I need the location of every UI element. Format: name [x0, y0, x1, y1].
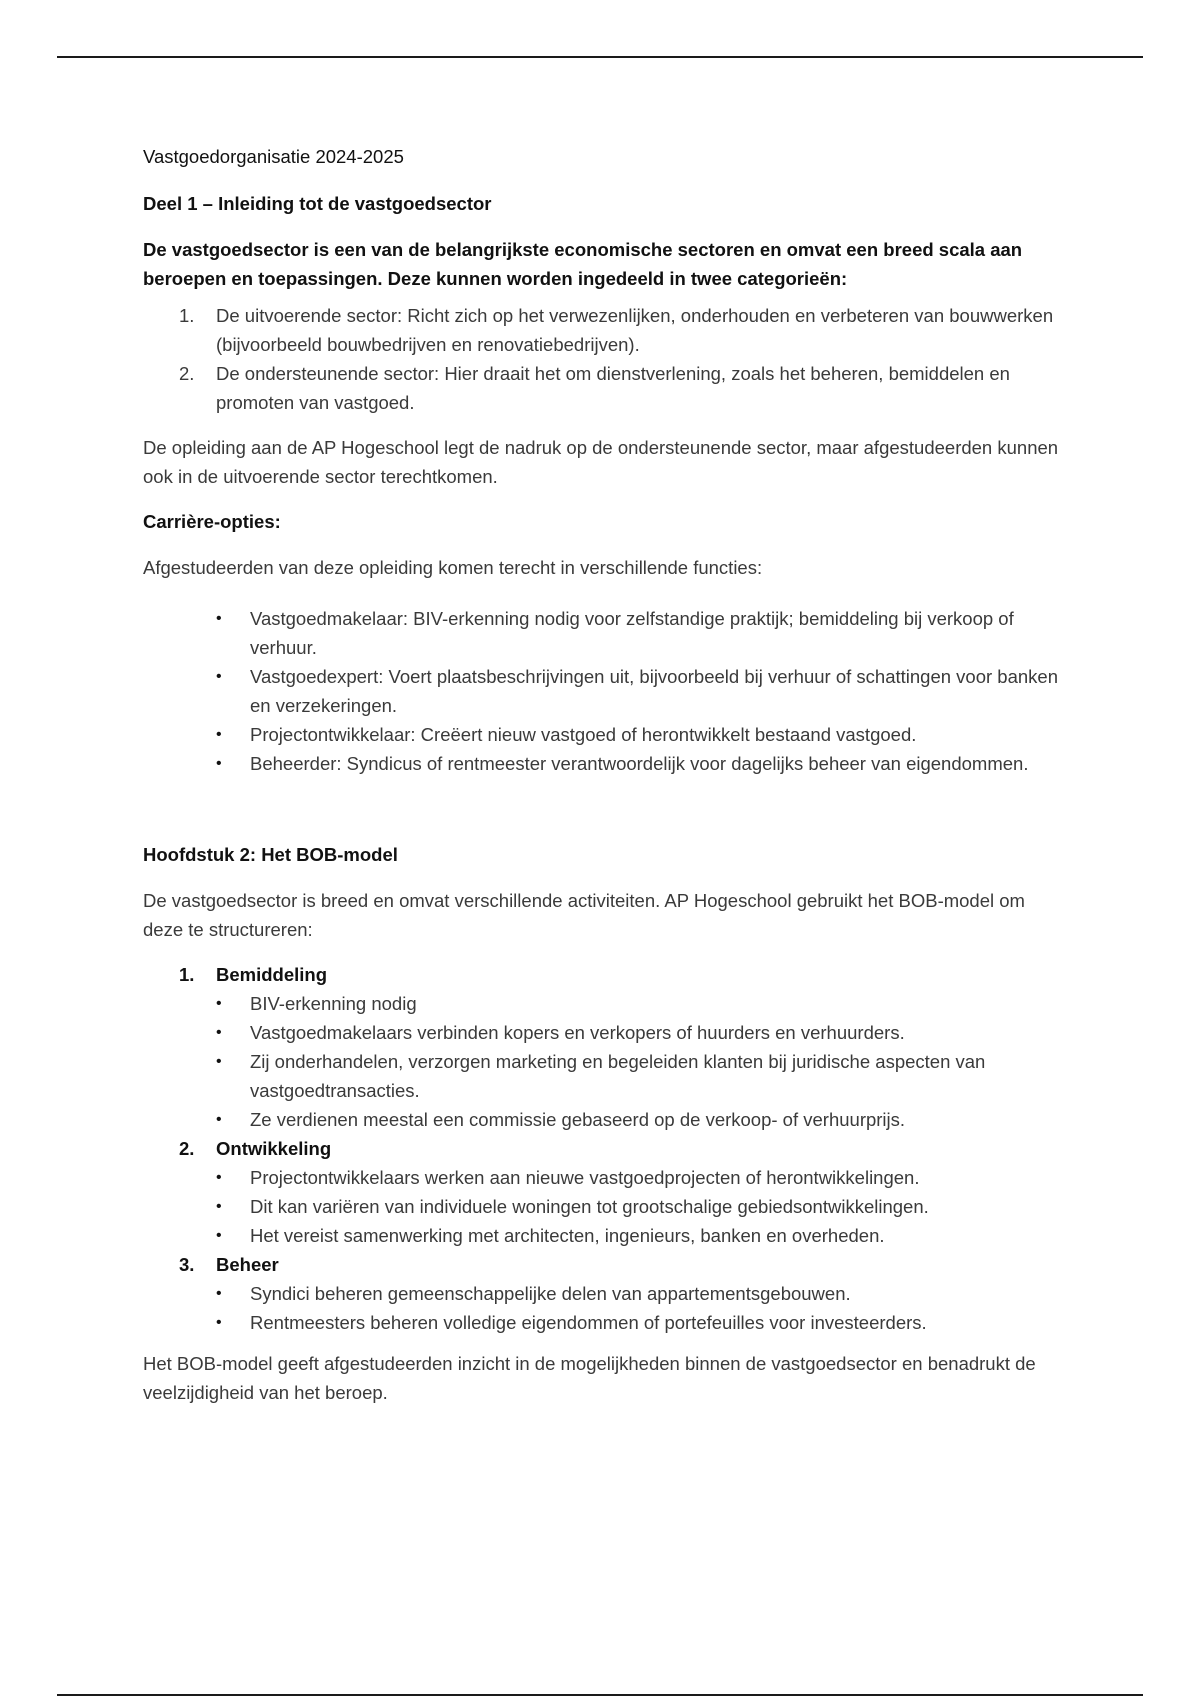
bullet-icon: •	[216, 610, 222, 627]
list-item-text: Vastgoedmakelaar: BIV-erkenning nodig voor zelfstandige praktijk; bemiddeling bij verkoop of verhuur.	[250, 608, 1014, 658]
closing-paragraph: Het BOB-model geeft afgestudeerden inzicht in de mogelijkheden binnen de vastgoedsector en benadrukt de veelzijdigheid van het beroep.	[143, 1353, 1036, 1403]
bullet-icon: •	[216, 1053, 222, 1070]
list-item-text: Vastgoedexpert: Voert plaatsbeschrijvingen uit, bijvoorbeeld bij verhuur of schattingen voor banken en verzekeringen.	[250, 666, 1058, 716]
list-item	[143, 301, 1063, 359]
bob-sublist	[143, 1163, 1063, 1250]
section-spacer	[143, 778, 1063, 840]
list-item-text: Syndici beheren gemeenschappelijke delen van appartementsgebouwen.	[250, 1283, 851, 1304]
bob-item-heading	[143, 960, 1063, 989]
part-heading: Deel 1 – Inleiding tot de vastgoedsector	[143, 193, 492, 214]
list-number: 2.	[179, 1138, 195, 1159]
list-item-text: Ze verdienen meestal een commissie gebaseerd op de verkoop- of verhuurprijs.	[250, 1109, 906, 1130]
bullet-icon: •	[216, 668, 222, 685]
list-item	[143, 1105, 1063, 1134]
list-item-text: De uitvoerende sector: Richt zich op het verwezenlijken, onderhouden en verbeteren van bouwwerken (bijvoorbeeld bouwbedrijven en renovatiebedrijven).	[216, 305, 1054, 355]
list-item-text: Projectontwikkelaars werken aan nieuwe vastgoedprojecten of herontwikkelingen.	[250, 1167, 920, 1188]
bob-item-heading	[143, 1134, 1063, 1163]
bob-item-title: Bemiddeling	[216, 964, 328, 985]
list-item	[143, 989, 1063, 1018]
list-item	[143, 1163, 1063, 1192]
bullet-icon: •	[216, 1024, 222, 1041]
bob-item-ontwikkeling	[143, 1134, 1063, 1250]
bob-item-title: Ontwikkeling	[216, 1138, 332, 1159]
category-list	[143, 301, 1063, 417]
bob-item-heading	[143, 1250, 1063, 1279]
list-item	[143, 1047, 1063, 1105]
footer-rule	[57, 1694, 1143, 1696]
bullet-icon: •	[216, 755, 222, 772]
bullet-icon: •	[216, 1285, 222, 1302]
list-item-text: De ondersteunende sector: Hier draait het om dienstverlening, zoals het beheren, bemiddelen en promoten van vastgoed.	[216, 363, 1010, 413]
document-body	[143, 142, 1063, 1423]
bullet-icon: •	[216, 1198, 222, 1215]
bullet-icon: •	[216, 1314, 222, 1331]
list-item	[143, 1308, 1063, 1337]
bob-item-beheer	[143, 1250, 1063, 1337]
list-item	[143, 1018, 1063, 1047]
bullet-icon: •	[216, 1111, 222, 1128]
chapter2-heading: Hoofdstuk 2: Het BOB-model	[143, 844, 398, 865]
chapter2-lead: De vastgoedsector is breed en omvat verschillende activiteiten. AP Hogeschool gebruikt het BOB-model om deze te structureren:	[143, 890, 1025, 940]
career-heading: Carrière-opties:	[143, 511, 281, 532]
list-number: 2.	[179, 363, 195, 384]
list-item-text: Zij onderhandelen, verzorgen marketing en begeleiden klanten bij juridische aspecten van vastgoedtransacties.	[250, 1051, 986, 1101]
list-item-text: Dit kan variëren van individuele woningen tot grootschalige gebiedsontwikkelingen.	[250, 1196, 929, 1217]
bob-list	[143, 960, 1063, 1337]
bob-item-title: Beheer	[216, 1254, 279, 1275]
list-item	[143, 1221, 1063, 1250]
list-item-text: Beheerder: Syndicus of rentmeester verantwoordelijk voor dagelijks beheer van eigendommen.	[250, 753, 1029, 774]
list-item-text: Vastgoedmakelaars verbinden kopers en verkopers of huurders en verhuurders.	[250, 1022, 905, 1043]
bullet-icon: •	[216, 1227, 222, 1244]
bob-sublist	[143, 1279, 1063, 1337]
list-item	[143, 662, 1063, 720]
list-item-text: Het vereist samenwerking met architecten, ingenieurs, banken en overheden.	[250, 1225, 885, 1246]
ap-paragraph: De opleiding aan de AP Hogeschool legt de nadruk op de ondersteunende sector, maar afgestudeerden kunnen ook in de uitvoerende sector terechtkomen.	[143, 437, 1059, 487]
list-item-text: Rentmeesters beheren volledige eigendommen of portefeuilles voor investeerders.	[250, 1312, 927, 1333]
list-item-text: BIV-erkenning nodig	[250, 993, 417, 1014]
bullet-icon: •	[216, 1169, 222, 1186]
bob-sublist	[143, 989, 1063, 1134]
career-list	[143, 604, 1063, 778]
list-number: 1.	[179, 305, 195, 326]
list-number: 3.	[179, 1254, 195, 1275]
career-lead: Afgestudeerden van deze opleiding komen terecht in verschillende functies:	[143, 557, 763, 578]
list-item	[143, 359, 1063, 417]
list-item-text: Projectontwikkelaar: Creëert nieuw vastgoed of herontwikkelt bestaand vastgoed.	[250, 724, 917, 745]
bullet-icon: •	[216, 995, 222, 1012]
list-item	[143, 1192, 1063, 1221]
header-rule	[57, 56, 1143, 58]
list-item	[143, 720, 1063, 749]
list-number: 1.	[179, 964, 195, 985]
list-item	[143, 749, 1063, 778]
intro-paragraph: De vastgoedsector is een van de belangrijkste economische sectoren en omvat een breed scala aan beroepen en toepassingen. Deze kunnen worden ingedeeld in twee categorieën:	[143, 239, 1023, 289]
document-title: Vastgoedorganisatie 2024-2025	[143, 146, 404, 167]
bullet-icon: •	[216, 726, 222, 743]
bob-item-bemiddeling	[143, 960, 1063, 1134]
list-item	[143, 1279, 1063, 1308]
list-item	[143, 604, 1063, 662]
